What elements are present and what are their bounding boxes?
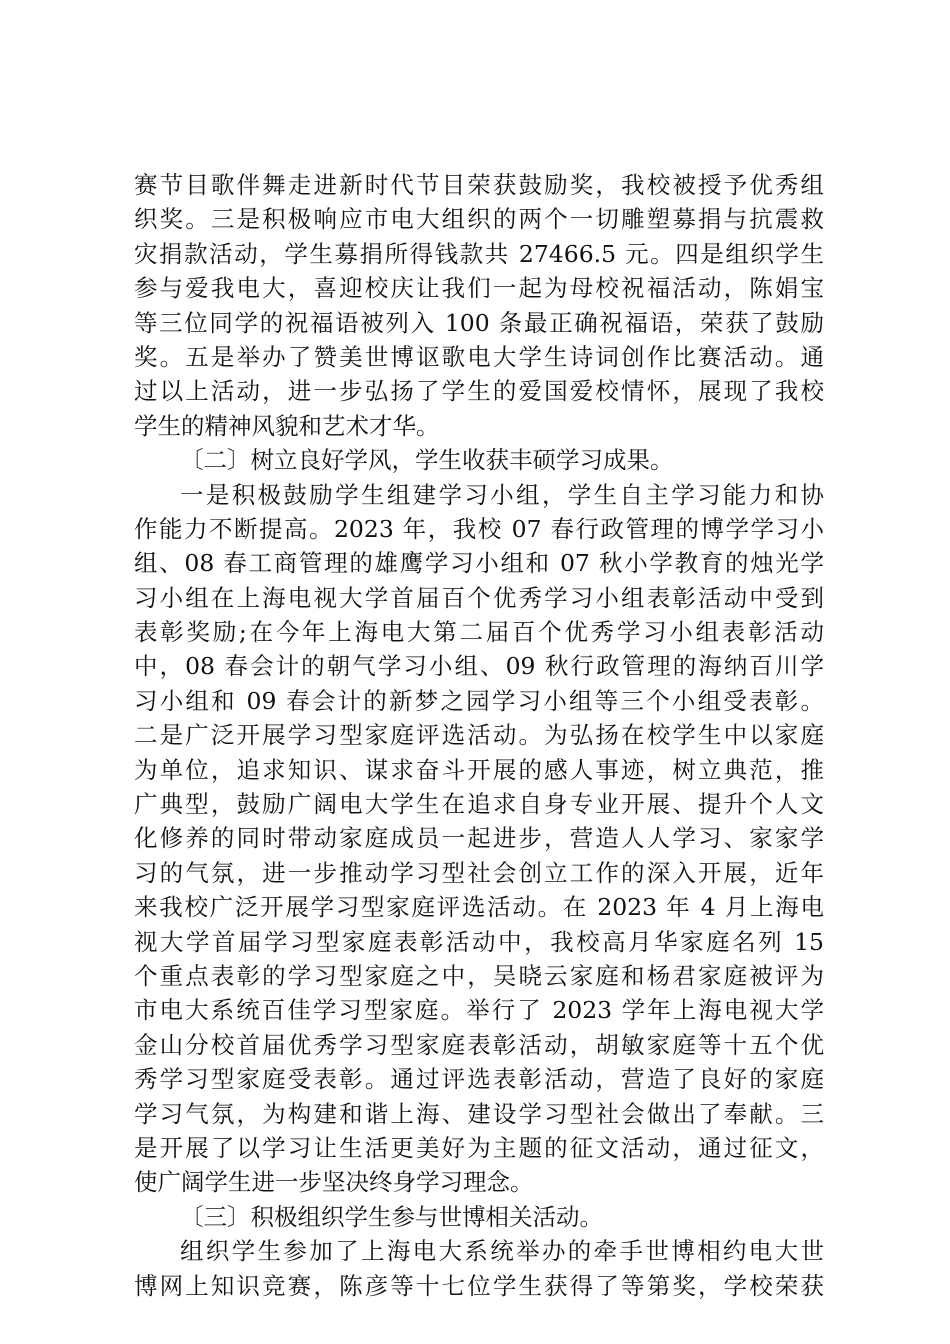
text-line: 金山分校首届优秀学习型家庭表彰活动，胡敏家庭等十五个优 (134, 1030, 824, 1059)
text-line: 赛节目歌伴舞走进新时代节目荣获鼓励奖，我校被授予优秀组 (134, 171, 824, 199)
text-line: 博网上知识竞赛，陈彦等十七位学生获得了等第奖，学校荣获 (134, 1271, 824, 1300)
text-line: 灾捐款活动，学生募捐所得钱款共 27466.5 元。四是组织学生 (134, 239, 824, 268)
text-line: 市电大系统百佳学习型家庭。举行了 2023 学年上海电视大学 (134, 996, 824, 1025)
text-line: 织奖。三是积极响应市电大组织的两个一切雕塑募捐与抗震救 (134, 205, 824, 234)
text-line: 作能力不断提高。2023 年，我校 07 春行政管理的博学学习小 (134, 514, 824, 543)
text-line: 学生的精神风貌和艺术才华。 (134, 411, 440, 440)
text-line: 一是积极鼓励学生组建学习小组，学生自主学习能力和协 (180, 480, 824, 509)
text-line: 秀学习型家庭受表彰。通过评选表彰活动，营造了良好的家庭 (134, 1065, 824, 1094)
text-line: 组、08 春工商管理的雄鹰学习小组和 07 秋小学教育的烛光学 (134, 549, 824, 578)
text-line: 习小组在上海电视大学首届百个优秀学习小组表彰活动中受到 (134, 583, 824, 612)
text-line: 〔三〕积极组织学生参与世博相关活动。 (180, 1202, 603, 1231)
text-line: 中，08 春会计的朝气学习小组、09 秋行政管理的海纳百川学 (134, 652, 824, 681)
text-line: 等三位同学的祝福语被列入 100 条最正确祝福语，荣获了鼓励 (134, 308, 824, 337)
text-line: 为单位，追求知识、谋求奋斗开展的感人事迹，树立典范，推 (134, 755, 824, 784)
text-line: 是开展了以学习让生活更美好为主题的征文活动，通过征文， (134, 1133, 824, 1162)
text-line: 使广阔学生进一步坚决终身学习理念。 (134, 1168, 534, 1197)
text-line: 〔二〕树立良好学风，学生收获丰硕学习成果。 (180, 446, 674, 475)
text-line: 奖。五是举办了赞美世博讴歌电大学生诗词创作比赛活动。通 (134, 342, 824, 371)
text-line: 广典型，鼓励广阔电大学生在追求自身专业开展、提升个人文 (134, 790, 824, 819)
text-line: 参与爱我电大，喜迎校庆让我们一起为母校祝福活动，陈娟宝 (134, 274, 824, 303)
text-line: 表彰奖励;在今年上海电大第二届百个优秀学习小组表彰活动 (134, 618, 824, 647)
text-line: 习小组和 09 春会计的新梦之园学习小组等三个小组受表彰。 (134, 686, 824, 715)
text-line: 习的气氛，进一步推动学习型社会创立工作的深入开展，近年 (134, 858, 824, 887)
text-line: 来我校广泛开展学习型家庭评选活动。在 2023 年 4 月上海电 (134, 893, 824, 922)
document-body (134, 168, 824, 1303)
text-line: 个重点表彰的学习型家庭之中，吴晓云家庭和杨君家庭被评为 (134, 961, 824, 990)
text-line: 组织学生参加了上海电大系统举办的牵手世博相约电大世 (180, 1237, 824, 1266)
text-line: 过以上活动，进一步弘扬了学生的爱国爱校情怀，展现了我校 (134, 377, 824, 406)
text-line: 视大学首届学习型家庭表彰活动中，我校高月华家庭名列 15 (134, 927, 824, 956)
text-line: 二是广泛开展学习型家庭评选活动。为弘扬在校学生中以家庭 (134, 721, 824, 750)
text-line: 化修养的同时带动家庭成员一起进步，营造人人学习、家家学 (134, 824, 824, 853)
text-line: 学习气氛，为构建和谐上海、建设学习型社会做出了奉献。三 (134, 1099, 824, 1128)
